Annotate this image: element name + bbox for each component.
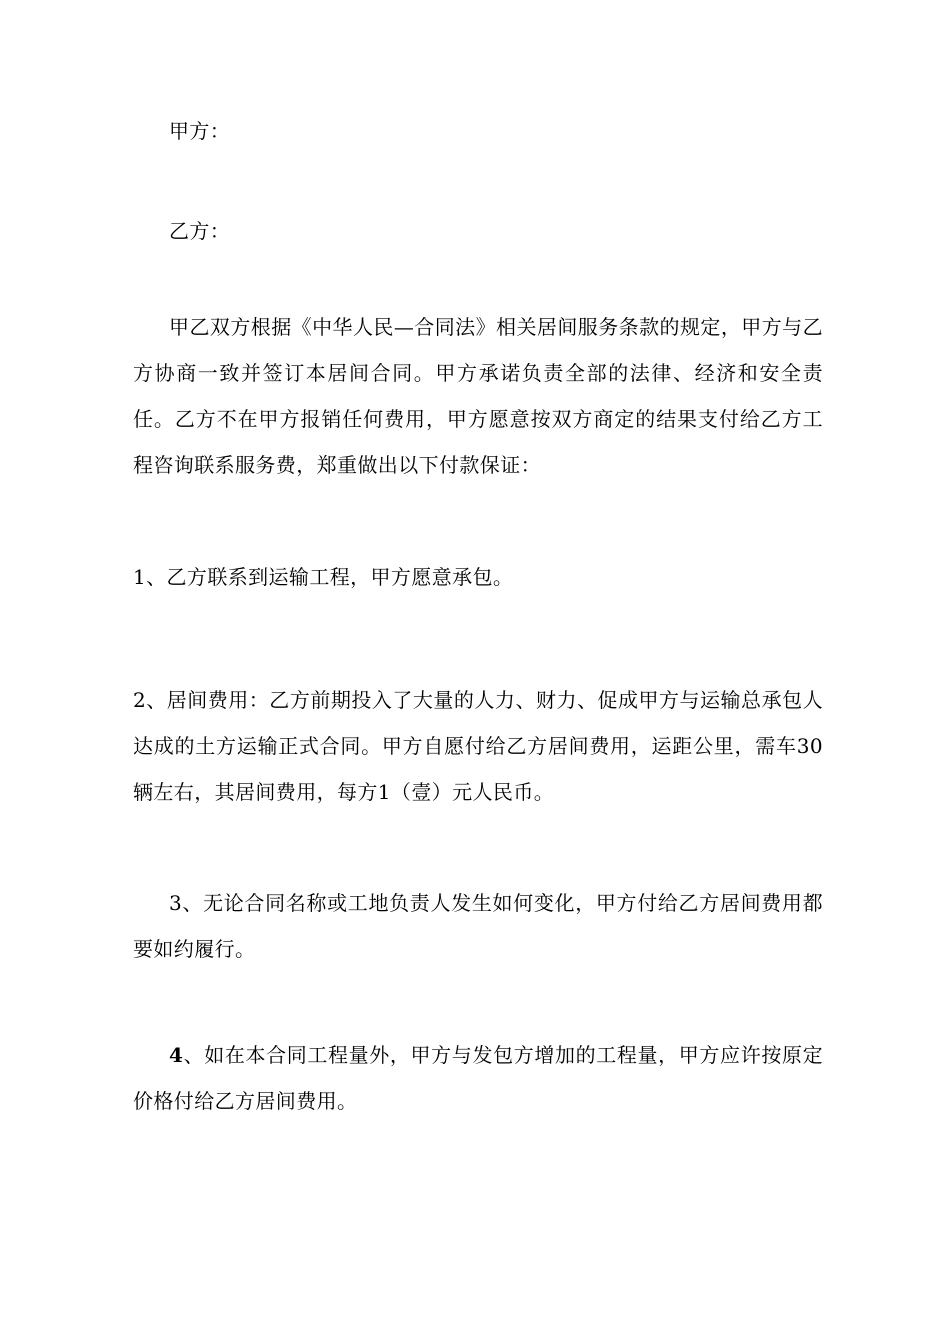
clause-text: 、居间费用：乙方前期投入了大量的人力、财力、促成甲方与运输总承包人达成的土方运输正式合同。甲方自愿付给乙方居间费用，运距公里，需车30辆左右，其居间费用，每方1（壹）元人民币。 [133, 688, 823, 804]
intro-paragraph: 甲乙双方根据《中华人民—合同法》相关居间服务条款的规定，甲方与乙方协商一致并签订本居间合同。甲方承诺负责全部的法律、经济和安全责任。乙方不在甲方报销任何费用，甲方愿意按双方商定的结果支付给乙方工程咨询联系服务费，郑重做出以下付款保证： [133, 315, 823, 477]
party-a-label: 甲方： [169, 119, 231, 143]
party-b-label: 乙方： [169, 219, 231, 243]
clause-2 [133, 677, 823, 815]
clause-number: 1 [133, 565, 147, 589]
clause-text: 、如在本合同工程量外，甲方与发包方增加的工程量，甲方应许按原定价格付给乙方居间费用。 [133, 1043, 823, 1113]
clause-4 [133, 1032, 823, 1124]
clause-3 [133, 880, 823, 972]
clause-text: 、无论合同名称或工地负责人发生如何变化，甲方付给乙方居间费用都要如约履行。 [133, 891, 823, 961]
clause-1 [133, 554, 823, 600]
clause-text: 、乙方联系到运输工程，甲方愿意承包。 [146, 565, 514, 589]
clause-number: 3 [169, 891, 183, 915]
clause-number: 4 [169, 1043, 184, 1067]
clause-number: 2 [133, 688, 147, 712]
